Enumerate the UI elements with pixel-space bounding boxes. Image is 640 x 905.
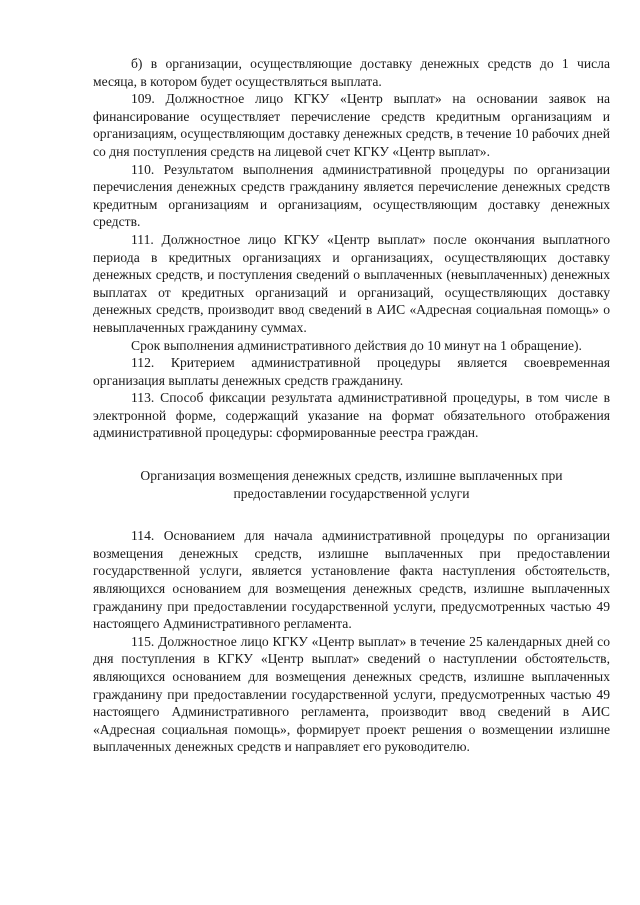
paragraph-112: 112. Критерием административной процедуры является своевременная организация выплаты денежных средств гражданину. — [93, 355, 610, 388]
paragraph-113: 113. Способ фиксации результата административной процедуры, в том числе в электронной форме, содержащий указание на формат обязательного отображения административной процедуры: сформированные реестра граждан. — [93, 390, 610, 441]
paragraph-114: 114. Основанием для начала административной процедуры по организации возмещения денежных средств, излишне выплаченных при предоставлении государственной услуги, является установление факта наступления обстоятельств, являющихся основанием для возмещения денежных средств, излишне выплаченных гражданину при предоставлении государственной услуги, предусмотренных частью 49 настоящего Административного регламента. — [93, 528, 610, 632]
paragraph-115: 115. Должностное лицо КГКУ «Центр выплат» в течение 25 календарных дней со дня поступления в КГКУ «Центр выплат» сведений о наступлении обстоятельств, являющихся основанием для возмещения денежных средств, излишне выплаченных гражданину при предоставлении государственной услуги, предусмотренных частью 49 настоящего Административного регламента, производит ввод сведений в АИС «Адресная социальная помощь», формирует проект решения о возмещении излишне выплаченных денежных средств и направляет его руководителю. — [93, 633, 610, 755]
paragraph-b-delivery: б) в организации, осуществляющие доставку денежных средств до 1 числа месяца, в котором будет осуществляться выплата. — [93, 56, 610, 89]
paragraph-111: 111. Должностное лицо КГКУ «Центр выплат» после окончания выплатного периода в кредитных организациях и организациях, осуществляющих доставку денежных средств, и поступления сведений о выплаченных (невыплаченных) денежных выплатах от кредитных организаций и организаций, осуществляющих доставку денежных средств, производит ввод сведений в АИС «Адресная социальная помощь» о невыплаченных гражданину суммах. — [93, 231, 610, 335]
paragraph-110: 110. Результатом выполнения административной процедуры по организации перечисления денежных средств гражданину является перечисление денежных средств кредитным организациям и организациям, осуществляющим доставку денежных средств. — [93, 161, 610, 230]
section-heading: Организация возмещения денежных средств, излишне выплаченных при предоставлении государственной услуги — [140, 468, 563, 501]
paragraph-111-term: Срок выполнения административного действия до 10 минут на 1 обращение). — [131, 337, 582, 353]
paragraph-109: 109. Должностное лицо КГКУ «Центр выплат» на основании заявок на финансирование осуществляет перечисление средств кредитным организациям и организациям, осуществляющим доставку денежных средств, в течение 10 рабочих дней со дня поступления средств на лицевой счет КГКУ «Центр выплат». — [93, 91, 610, 159]
document-page — [93, 55, 610, 756]
